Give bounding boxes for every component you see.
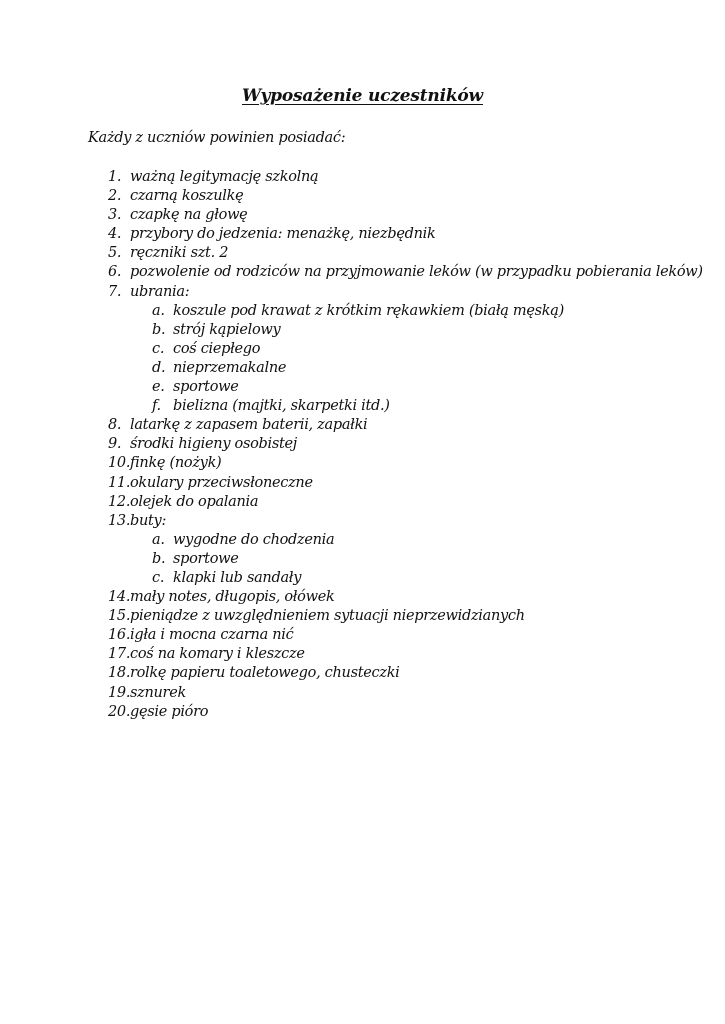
- list-item-number: 14.: [108, 589, 131, 606]
- list-item-text: czarną koszulkę: [130, 188, 244, 205]
- sub-list-item: [0, 321, 725, 340]
- list-item-text: gęsie pióro: [130, 703, 209, 720]
- list-item-text: czapkę na głowę: [130, 207, 248, 224]
- list-item-text: rolkę papieru toaletowego, chusteczki: [130, 665, 400, 682]
- sub-list-item: [0, 340, 725, 359]
- list-item-number: 17.: [108, 646, 131, 663]
- list-item-number: a.: [152, 302, 165, 319]
- list-item-text: strój kąpielowy: [173, 321, 281, 338]
- list-item-number: 18.: [108, 665, 131, 682]
- list-item-number: 6.: [108, 264, 122, 281]
- list-item-text: mały notes, długopis, ołówek: [130, 589, 335, 606]
- list-item-number: 10.: [108, 455, 131, 472]
- list-item: [0, 512, 725, 531]
- list-item-number: 2.: [108, 188, 122, 205]
- list-item: [0, 263, 725, 282]
- list-item-text: olejek do opalania: [130, 493, 259, 510]
- list-item-text: latarkę z zapasem baterii, zapałki: [130, 417, 368, 434]
- list-item-text: sportowe: [173, 550, 239, 567]
- list-item-number: b.: [152, 550, 166, 567]
- sub-list-item: [0, 397, 725, 416]
- list-item: [0, 664, 725, 683]
- sub-list-item: [0, 359, 725, 378]
- list-item-number: d.: [152, 359, 166, 376]
- list-item: [0, 244, 725, 263]
- list-item-text: środki higieny osobistej: [130, 436, 297, 453]
- list-item: [0, 474, 725, 493]
- list-item-number: c.: [152, 340, 165, 357]
- sub-list-item: [0, 569, 725, 588]
- sub-list-item: [0, 302, 725, 321]
- list-item-number: 12.: [108, 493, 131, 510]
- list-item-number: e.: [152, 379, 165, 396]
- list-item-number: a.: [152, 531, 165, 548]
- equipment-list: [0, 168, 725, 722]
- list-item: [0, 206, 725, 225]
- list-item-text: ważną legitymację szkolną: [130, 169, 319, 185]
- sub-list-item: [0, 531, 725, 550]
- sub-list-item: [0, 378, 725, 397]
- list-item-number: 11.: [108, 474, 131, 491]
- list-item-text: koszule pod krawat z krótkim rękawkiem (białą męską): [173, 302, 564, 319]
- list-item-text: buty:: [130, 512, 167, 529]
- list-item-number: 19.: [108, 684, 131, 701]
- list-item-text: finkę (nożyk): [130, 455, 222, 472]
- list-item-text: pozwolenie od rodziców na przyjmowanie leków (w przypadku pobierania leków): [130, 264, 703, 281]
- list-item: [0, 168, 725, 187]
- list-item-number: b.: [152, 321, 166, 338]
- list-item: [0, 454, 725, 473]
- list-item-text: pieniądze z uwzględnieniem sytuacji nieprzewidzianych: [130, 608, 525, 625]
- sub-list-item: [0, 550, 725, 569]
- list-item-text: coś ciepłego: [173, 340, 261, 357]
- list-item-text: okulary przeciwsłoneczne: [130, 474, 313, 491]
- list-item-text: bielizna (majtki, skarpetki itd.): [173, 398, 390, 415]
- document-title: Wyposażenie uczestników: [241, 86, 483, 106]
- list-item: [0, 703, 725, 722]
- list-item-number: 13.: [108, 512, 131, 529]
- list-item-text: sportowe: [173, 379, 239, 396]
- list-item-text: sznurek: [130, 684, 186, 701]
- list-item-number: 8.: [108, 417, 122, 434]
- list-item-text: przybory do jedzenia: menażkę, niezbędnik: [130, 226, 436, 243]
- list-item-text: klapki lub sandały: [173, 569, 302, 586]
- list-item: [0, 588, 725, 607]
- list-item: [0, 626, 725, 645]
- list-item: [0, 645, 725, 664]
- list-item: [0, 283, 725, 302]
- list-item-number: 4.: [108, 226, 122, 243]
- list-item-number: 15.: [108, 608, 131, 625]
- list-item: [0, 607, 725, 626]
- list-item-number: f.: [152, 398, 161, 415]
- list-item-number: 20.: [108, 703, 131, 720]
- list-item-number: 9.: [108, 436, 122, 453]
- list-item-text: nieprzemakalne: [173, 359, 287, 376]
- list-item-number: c.: [152, 569, 165, 586]
- intro-text: Każdy z uczniów powinien posiadać:: [88, 130, 346, 146]
- list-item-number: 1.: [108, 169, 122, 185]
- list-item-number: 7.: [108, 283, 122, 300]
- list-item: [0, 684, 725, 703]
- list-item: [0, 225, 725, 244]
- list-item: [0, 493, 725, 512]
- list-item-text: wygodne do chodzenia: [173, 531, 335, 548]
- list-item: [0, 187, 725, 206]
- list-item-text: coś na komary i kleszcze: [130, 646, 305, 663]
- list-item-text: igła i mocna czarna nić: [130, 627, 294, 644]
- list-item-number: 3.: [108, 207, 122, 224]
- list-item: [0, 416, 725, 435]
- list-item-number: 16.: [108, 627, 131, 644]
- list-item-text: ubrania:: [130, 283, 190, 300]
- list-item: [0, 435, 725, 454]
- list-item-number: 5.: [108, 245, 122, 262]
- list-item-text: ręczniki szt. 2: [130, 245, 229, 262]
